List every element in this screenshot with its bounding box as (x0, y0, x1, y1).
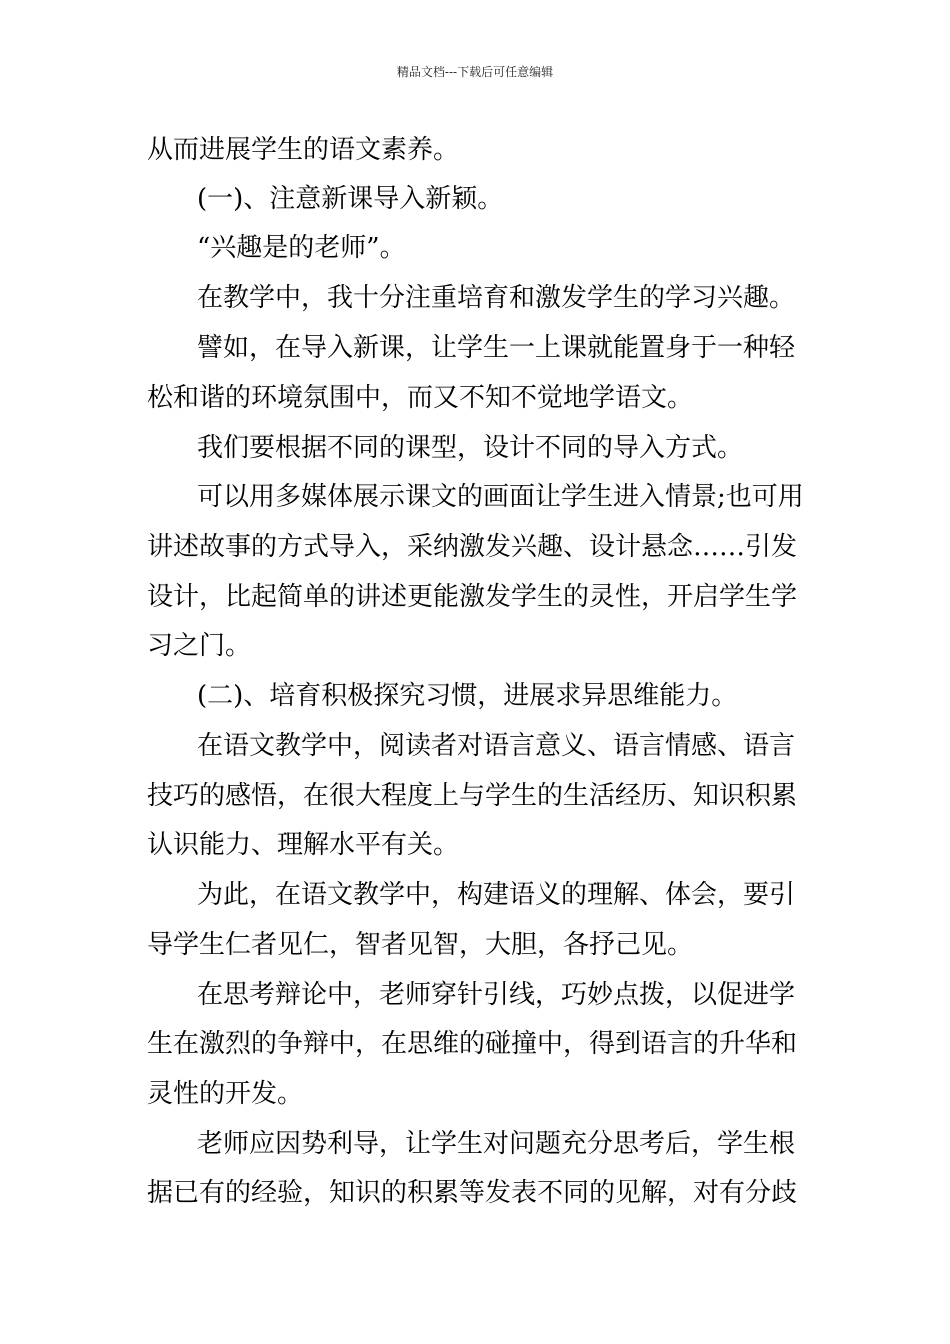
text-line: 譬如，在导入新课，让学生一上课就能置身于一种轻 (197, 333, 796, 363)
text-line: 生在激烈的争辩中，在思维的碰撞中，得到语言的升华和 (147, 1029, 798, 1059)
section-heading: (二)、培育积极探究习惯，进展求异思维能力。 (197, 681, 738, 711)
text-line: 在教学中，我十分注重培育和激发学生的学习兴趣。 (197, 283, 796, 313)
text-line: 技巧的感悟，在很大程度上与学生的生活经历、知识积累 (147, 781, 798, 811)
text-line: 认识能力、理解水平有关。 (147, 830, 460, 860)
page-header: 精品文档---下载后可任意编辑 (396, 65, 554, 79)
text-line: 讲述故事的方式导入，采纳激发兴趣、设计悬念……引发 (147, 532, 798, 562)
text-line: 可以用多媒体展示课文的画面让学生进入情景;也可用 (197, 482, 804, 512)
section-heading: (一)、注意新课导入新颖。 (197, 184, 504, 214)
text-line: 老师应因势利导，让学生对问题充分思考后，学生根 (197, 1129, 796, 1159)
text-line: “兴趣是的老师”。 (197, 233, 406, 263)
text-line: 设计，比起简单的讲述更能激发学生的灵性，开启学生学 (147, 582, 798, 612)
text-line: 据已有的经验，知识的积累等发表不同的见解，对有分歧 (147, 1178, 798, 1208)
text-line: 导学生仁者见仁，智者见智，大胆，各抒己见。 (147, 930, 694, 960)
text-line: 灵性的开发。 (147, 1079, 304, 1109)
text-line: 为此，在语文教学中，构建语义的理解、体会，要引 (197, 880, 796, 910)
text-line: 从而进展学生的语文素养。 (147, 135, 460, 165)
text-line: 我们要根据不同的课型，设计不同的导入方式。 (197, 433, 744, 463)
text-line: 习之门。 (147, 631, 252, 661)
text-line: 在语文教学中，阅读者对语言意义、语言情感、语言 (197, 731, 796, 761)
text-line: 在思考辩论中，老师穿针引线，巧妙点拨，以促进学 (197, 980, 796, 1010)
text-line: 松和谐的环境氛围中，而又不知不觉地学语文。 (147, 383, 694, 413)
